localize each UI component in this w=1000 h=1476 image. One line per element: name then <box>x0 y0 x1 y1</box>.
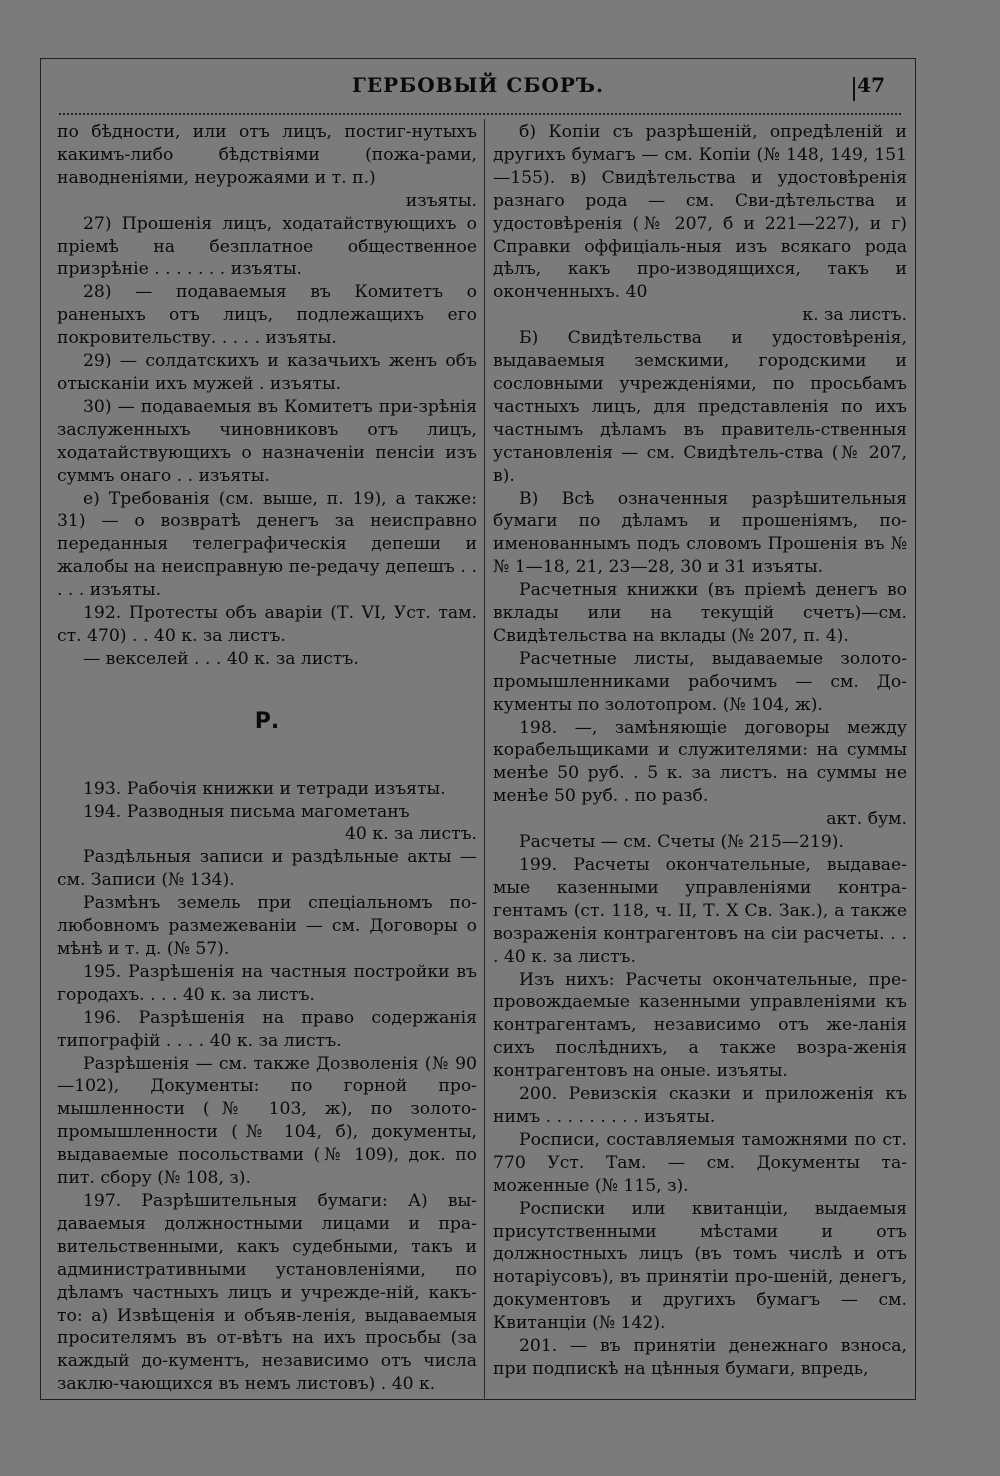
text-paragraph: 29) — солдатскихъ и казачьихъ женъ объ отысканіи ихъ мужей . изъяты. <box>57 351 477 394</box>
text-paragraph: 28) — подаваемыя въ Комитетъ о раненыхъ отъ лицъ, подлежащихъ его покровительству. . . . . изъяты. <box>57 282 477 349</box>
text-paragraph: — векселей . . . 40 к. за листъ. <box>83 648 359 669</box>
text-paragraph: 30) — подаваемыя въ Комитетъ при-зрѣнія заслуженныхъ чиновниковъ отъ лицъ, ходатайствующихъ о назначеніи пенсіи изъ суммъ онаго . . изъяты. <box>57 396 477 486</box>
text-paragraph: 40 к. за листъ. <box>345 824 477 845</box>
text-paragraph: 198. —, замѣняющіе договоры между корабельщиками и служителями: на суммы менѣе 50 руб. . 5 к. за листъ. на суммы не менѣе 50 руб. . по разб. <box>493 717 907 807</box>
text-paragraph: Б) Свидѣтельства и удостовѣренія, выдаваемыя земскими, городскими и сословными учрежденіями, по просьбамъ частныхъ лицъ, для представленія по ихъ частнымъ дѣламъ въ правитель-ственныя установленія — см. Свидѣтель-ства (№ 207, в). <box>493 328 907 486</box>
text-paragraph: е) Требованія (см. выше, п. 19), а также: 31) — о возвратѣ денегъ за неисправно переданныя телеграфическія депеши и жалобы на неисправную пе-редачу депешъ . . . . . изъяты. <box>57 488 477 601</box>
text-paragraph: 27) Прошенія лицъ, ходатайствующихъ о пріемѣ на безплатное общественное призрѣніе . . . . . . . изъяты. <box>57 213 477 280</box>
page-header <box>41 73 915 105</box>
text-paragraph: 196. Разрѣшенія на право содержанія типографій . . . . 40 к. за листъ. <box>57 1007 477 1051</box>
text-paragraph: 195. Разрѣшенія на частныя постройки въ городахъ. . . . 40 к. за листъ. <box>57 961 477 1005</box>
text-paragraph: Раздѣльныя записи и раздѣльные акты — см. Записи (№ 134). <box>57 847 477 891</box>
text-paragraph: 194. Разводныя письма магометанъ <box>83 801 410 822</box>
text-paragraph: 197. Разрѣшительныя бумаги: А) вы-даваемыя должностными лицами и пра-вительственными, какъ судебными, такъ и административными установленіями, по дѣламъ частныхъ лицъ и учрежде-ній, какъ-то: а) Извѣщенія и объяв-ленія, выдаваемыя просителямъ въ от-вѣтъ на ихъ просьбы (за каждый до-кументъ, независимо отъ числа заклю-чающихся въ немъ листовъ) . 40 к. <box>57 1190 477 1395</box>
text-paragraph: 200. Ревизскія сказки и приложенія къ нимъ . . . . . . . . . изъяты. <box>493 1084 907 1127</box>
text-paragraph: Росписки или квитанціи, выдаемыя присутственными мѣстами и отъ должностныхъ лицъ (въ томъ числѣ и отъ нотаріусовъ), въ принятіи про-шеній, денегъ, документовъ и другихъ бумагъ — см. Квитанціи (№ 142). <box>493 1198 907 1334</box>
text-paragraph: Разрѣшенія — см. также Дозволенія (№ 90—102), Документы: по горной про-мышленности (№ 103, ж), по золото-промышленности (№ 104, б), документы, выдаваемые посольствами (№ 109), док. по пит. сбору (№ 108, з). <box>57 1053 477 1189</box>
text-paragraph: изъяты. <box>405 190 477 211</box>
text-paragraph: 192. Протесты объ аваріи (Т. VI, Уст. там. ст. 470) . . 40 к. за листъ. <box>57 603 477 646</box>
text-paragraph: В) Всѣ означенныя разрѣшительныя бумаги по дѣламъ и прошеніямъ, по-именованнымъ подъ словомъ Прошенія въ №№ 1—18, 21, 23—28, 30 и 31 изъяты. <box>493 488 907 578</box>
text-paragraph: к. за листъ. <box>802 305 907 326</box>
text-paragraph: 199. Расчеты окончательные, выдавае-мые казенными управленіями контра-гентамъ (ст. 118, ч. II, Т. X Св. Зак.), а также возраженія контрагентовъ на сіи расчеты. . . . 40 к. за листъ. <box>493 855 907 967</box>
text-paragraph: 201. — въ принятіи денежнаго взноса, при подпискѣ на цѣнныя бумаги, впредь, <box>493 1336 907 1379</box>
text-paragraph: Расчетныя книжки (въ пріемѣ денегъ во вклады или на текущій счетъ)—см. Свидѣтельства на вклады (№ 207, п. 4). <box>493 580 907 646</box>
page-number: 47 <box>857 73 885 97</box>
text-paragraph: Расчеты — см. Счеты (№ 215—219). <box>519 832 844 853</box>
header-rule <box>853 77 855 101</box>
text-paragraph: Расчетные листы, выдаваемые золото-промышленниками рабочимъ — см. До-кументы по золотопром. (№ 104, ж). <box>493 648 907 715</box>
text-paragraph: по бѣдности, или отъ лицъ, постиг-нутыхъ какимъ-либо бѣдствіями (пожа-рами, наводненіями, неурожаями и т. п.) <box>57 122 477 188</box>
book-page <box>40 58 916 1400</box>
running-title: ГЕРБОВЫЙ СБОРЪ. <box>352 73 604 97</box>
text-paragraph: Изъ нихъ: Расчеты окончательные, пре-провождаемые казенными управленіями къ контрагентамъ, независимо отъ же-ланія сихъ послѣднихъ, а также возра-женія контрагентовъ на оные. изъяты. <box>493 969 907 1082</box>
header-ornament-rule <box>59 103 901 115</box>
text-paragraph: б) Копіи съ разрѣшеній, опредѣленій и другихъ бумагъ — см. Копіи (№ 148, 149, 151—155). в) Свидѣтельства и удостовѣренія разнаго рода — см. Сви-дѣтельства и удостовѣренія (№ 207, б и 221—227), и г) Справки оффиціаль-ныя изъ всякаго рода дѣлъ, какъ про-изводящихся, такъ и оконченныхъ. 40 <box>493 122 907 303</box>
right-column <box>493 121 907 1381</box>
text-paragraph: Размѣнъ земель при спеціальномъ по-любовномъ размежеваніи — см. Договоры о мѣнѣ и т. д. (№ 57). <box>57 893 477 959</box>
text-paragraph: Росписи, составляемыя таможнями по ст. 770 Уст. Там. — см. Документы та-моженные (№ 115, з). <box>493 1129 907 1196</box>
text-paragraph: 193. Рабочія книжки и тетради изъяты. <box>83 778 446 799</box>
text-paragraph: акт. бум. <box>826 809 907 830</box>
left-column <box>57 121 477 1396</box>
column-divider <box>484 119 485 1399</box>
section-letter-heading: Р. <box>254 708 280 734</box>
